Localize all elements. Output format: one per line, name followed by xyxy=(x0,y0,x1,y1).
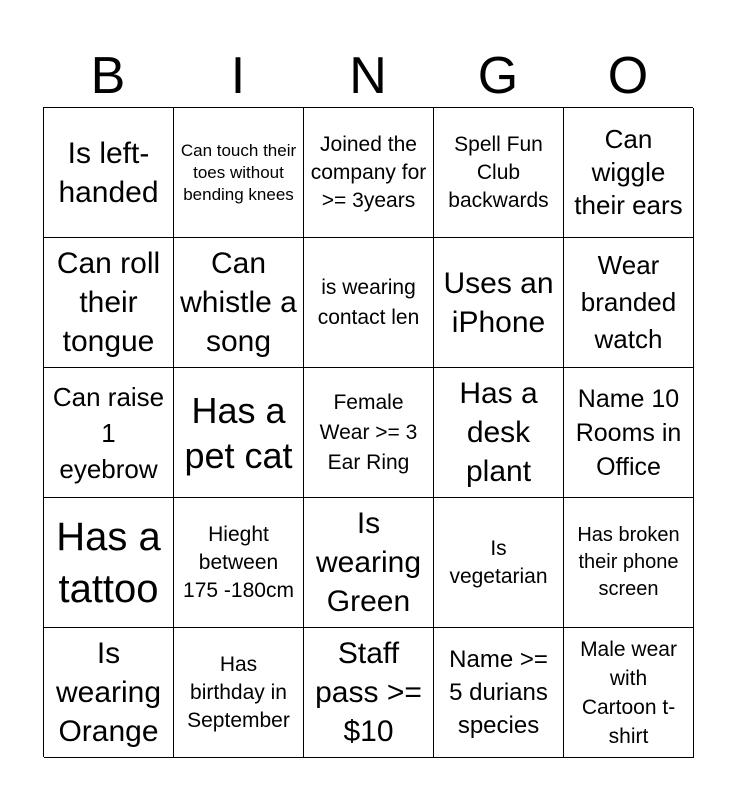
bingo-cell[interactable] xyxy=(304,108,434,238)
bingo-cell[interactable] xyxy=(564,108,694,238)
bingo-cell[interactable] xyxy=(434,498,564,628)
bingo-cell[interactable] xyxy=(174,498,304,628)
cell-text: Female Wear >= 3 Ear Ring xyxy=(319,390,418,474)
cell-text: Wear branded watch xyxy=(580,250,677,354)
cell-text: Can roll their tongue xyxy=(56,247,161,358)
bingo-cell[interactable] xyxy=(434,238,564,368)
bingo-cell[interactable] xyxy=(434,368,564,498)
cell-text: Has a tattoo xyxy=(56,514,161,611)
bingo-cell[interactable] xyxy=(564,628,694,758)
cell-text: Hieght between 175 -180cm xyxy=(183,522,294,602)
cell-text: Can touch their toes without bending knees xyxy=(180,140,297,204)
cell-text: Can whistle a song xyxy=(180,247,297,358)
bingo-cell[interactable] xyxy=(304,368,434,498)
bingo-grid xyxy=(43,107,693,757)
cell-text: is wearing contact len xyxy=(317,275,420,329)
bingo-cell[interactable] xyxy=(434,628,564,758)
bingo-cell[interactable] xyxy=(564,368,694,498)
bingo-cell[interactable] xyxy=(304,628,434,758)
cell-text: Has birthday in September xyxy=(187,652,290,732)
cell-text: Spell Fun Club backwards xyxy=(448,132,549,212)
bingo-cell[interactable] xyxy=(304,238,434,368)
bingo-cell[interactable] xyxy=(174,368,304,498)
header-letter-g: G xyxy=(477,47,519,105)
header-letter-b: B xyxy=(90,47,126,105)
cell-text: Name >= 5 durians species xyxy=(449,646,548,739)
bingo-cell[interactable] xyxy=(44,368,174,498)
bingo-cell[interactable] xyxy=(174,628,304,758)
header-letter-o: O xyxy=(607,47,649,105)
cell-text: Can wiggle their ears xyxy=(574,124,683,220)
cell-text: Is wearing Orange xyxy=(55,637,162,748)
bingo-cell[interactable] xyxy=(434,108,564,238)
bingo-cell[interactable] xyxy=(564,238,694,368)
cell-text: Is vegetarian xyxy=(449,536,548,588)
cell-text: Can raise 1 eyebrow xyxy=(52,381,165,484)
cell-text: Name 10 Rooms in Office xyxy=(575,384,682,481)
bingo-cell[interactable] xyxy=(174,108,304,238)
bingo-cell[interactable] xyxy=(44,108,174,238)
bingo-cell[interactable] xyxy=(44,238,174,368)
bingo-cell[interactable] xyxy=(44,498,174,628)
cell-text: Male wear with Cartoon t-shirt xyxy=(580,637,677,748)
cell-text: Has a pet cat xyxy=(184,389,293,476)
bingo-cell[interactable] xyxy=(174,238,304,368)
bingo-header xyxy=(43,44,693,108)
cell-text: Is wearing Green xyxy=(315,507,422,618)
header-letter-i: I xyxy=(230,47,246,105)
cell-text: Joined the company for >= 3years xyxy=(310,132,427,212)
header-letter-n: N xyxy=(349,47,387,105)
cell-text: Uses an iPhone xyxy=(443,266,554,339)
bingo-cell[interactable] xyxy=(44,628,174,758)
bingo-cell[interactable] xyxy=(304,498,434,628)
cell-text: Is left-handed xyxy=(58,136,159,209)
cell-text: Staff pass >= $10 xyxy=(315,637,422,748)
cell-text: Has a desk plant xyxy=(459,377,538,488)
cell-text: Has broken their phone screen xyxy=(577,524,680,600)
bingo-cell[interactable] xyxy=(564,498,694,628)
